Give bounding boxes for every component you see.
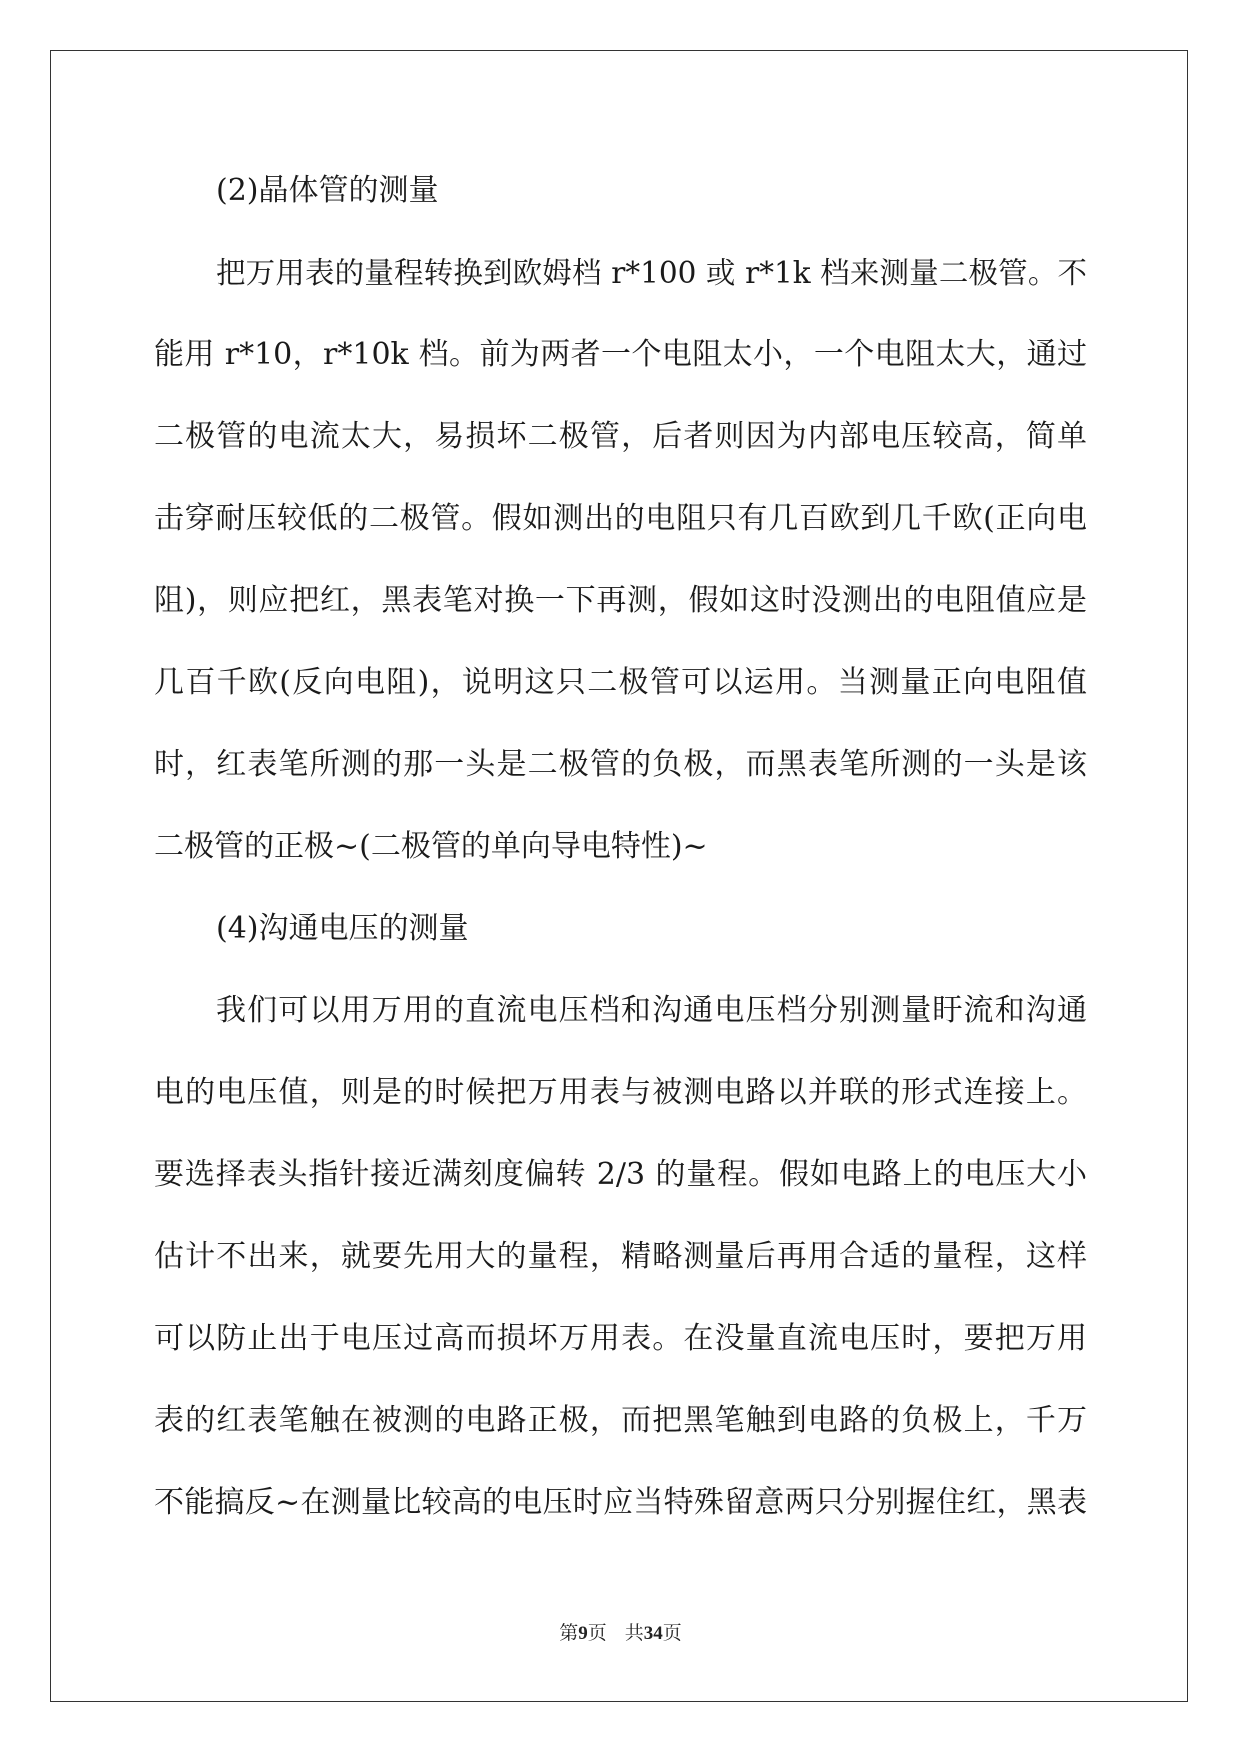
text-line: (4)沟通电压的测量: [216, 911, 469, 946]
current-page-number: 9: [578, 1623, 588, 1644]
text-line: 我们可以用万用的直流电压档和沟通电压档分别测量盱流和沟通: [216, 993, 1087, 1028]
text-line: 几百千欧(反向电阻)，说明这只二极管可以运用。当测量正向电阻值: [154, 665, 1087, 700]
text-line: 二极管的正极~(二极管的单向导电特性)~: [154, 829, 708, 864]
text-line: 要选择表头指针接近满刻度偏转 2/3 的量程。假如电路上的电压大小: [154, 1157, 1087, 1192]
document-body: [154, 158, 1087, 1552]
page-footer: [0, 1618, 1241, 1645]
text-line: (2)晶体管的测量: [216, 173, 439, 208]
text-line: 估计不出来，就要先用大的量程，精略测量后再用合适的量程，这样: [154, 1239, 1087, 1274]
text-line: 二极管的电流太大，易损坏二极管，后者则因为内部电压较高，简单: [154, 419, 1087, 454]
footer-prefix: 第: [559, 1622, 579, 1644]
footer-page-suffix: 页: [587, 1622, 607, 1644]
text-line: 把万用表的量程转换到欧姆档 r*100 或 r*1k 档来测量二极管。不: [216, 256, 1087, 290]
text-line: 表的红表笔触在被测的电路正极，而把黑笔触到电路的负极上，千万: [154, 1403, 1087, 1438]
footer-total-prefix: 共: [624, 1622, 644, 1644]
text-line: 电的电压值，则是的时候把万用表与被测电路以并联的形式连接上。: [154, 1075, 1087, 1110]
text-line: 可以防止出于电压过高而损坏万用表。在没量直流电压时，要把万用: [154, 1321, 1087, 1356]
text-line: 不能搞反~在测量比较高的电压时应当特殊留意两只分别握住红，黑表: [154, 1485, 1087, 1520]
text-line: 能用 r*10，r*10k 档。前为两者一个电阻太小，一个电阻太大，通过: [154, 337, 1087, 372]
text-line: 阻)，则应把红，黑表笔对换一下再测，假如这时没测出的电阻值应是: [154, 583, 1087, 618]
text-line: 时，红表笔所测的那一头是二极管的负极，而黑表笔所测的一头是该: [154, 747, 1087, 782]
footer-total-suffix: 页: [662, 1622, 682, 1644]
text-line: 击穿耐压较低的二极管。假如测出的电阻只有几百欧到几千欧(正向电: [154, 501, 1088, 536]
total-page-count: 34: [643, 1623, 663, 1644]
